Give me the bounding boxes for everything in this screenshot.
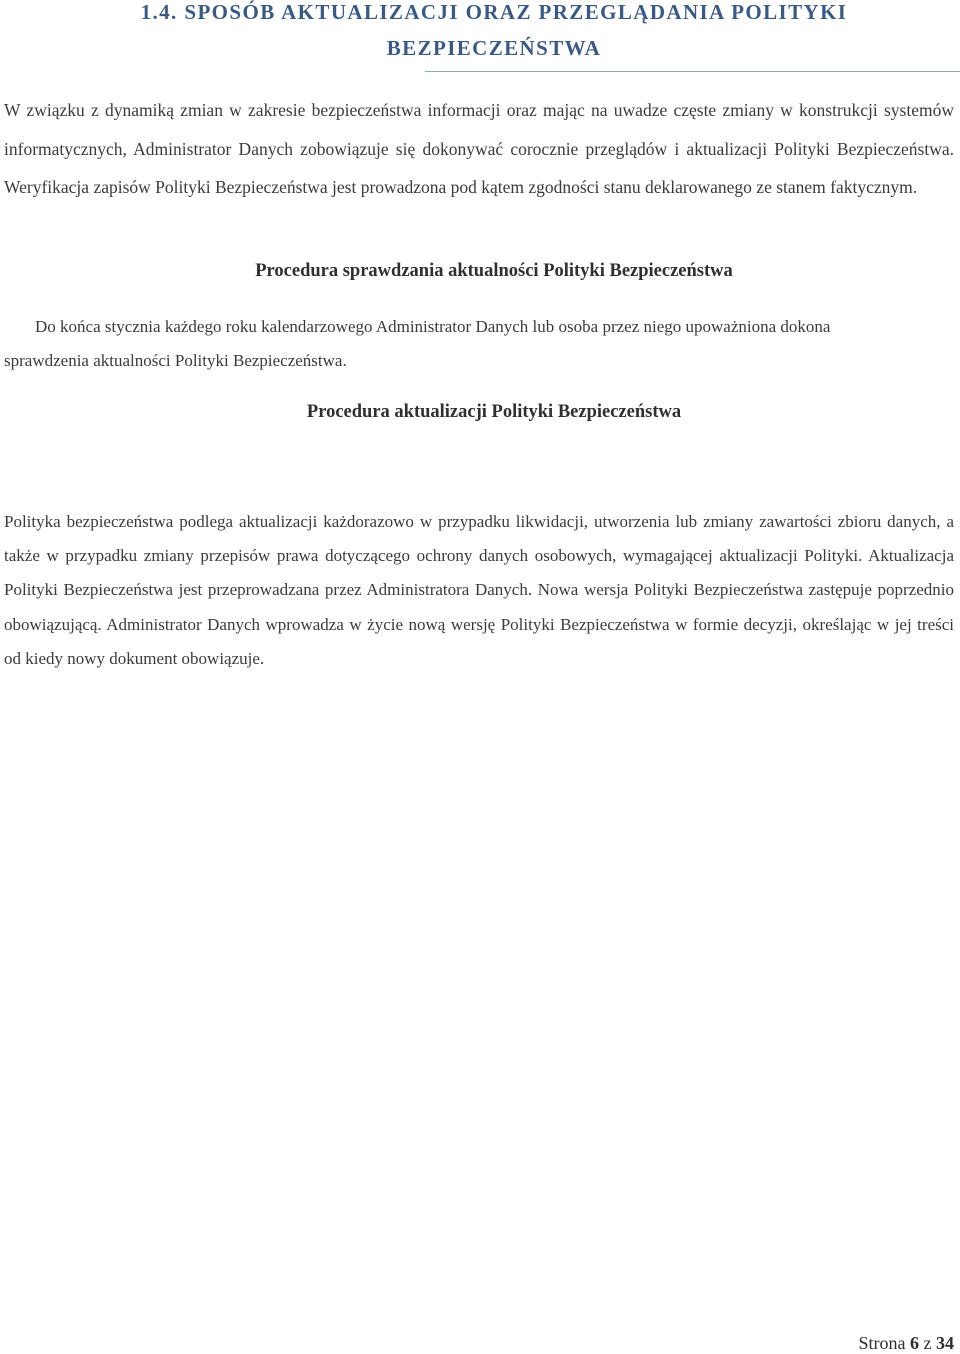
verification-procedure-title: Procedura sprawdzania aktualności Polityki Bezpieczeństwa	[255, 261, 733, 281]
update-procedure-title: Procedura aktualizacji Polityki Bezpieczeństwa	[306, 402, 682, 422]
verification-procedure-body	[4, 310, 945, 378]
section-heading-line-1: 1.4. SPOSÓB AKTUALIZACJI ORAZ PRZEGLĄDANIA POLITYKI	[140, 0, 848, 24]
page-label: Strona	[858, 1333, 906, 1353]
heading-divider	[425, 71, 960, 72]
verification-body-line-2: sprawdzenia aktualności Polityki Bezpieczeństwa.	[4, 351, 347, 370]
page-number-footer	[859, 1334, 955, 1352]
intro-paragraph: W związku z dynamiką zmian w zakresie bezpieczeństwa informacji oraz mając na uwadze częste zmiany w konstrukcji systemów informatycznych, Administrator Danych zobowiązuje się dokonywać corocznie przeglądów i aktualizacji Polityki Bezpieczeństwa. Weryfikacja zapisów Polityki Bezpieczeństwa jest prowadzona pod kątem zgodności stanu deklarowanego ze stanem faktycznym.	[4, 100, 954, 197]
page-of-label: z	[923, 1333, 932, 1353]
current-page-number: 6	[910, 1333, 919, 1353]
verification-body-line-1: Do końca stycznia każdego roku kalendarzowego Administrator Danych lub osoba przez niego upoważniona dokona	[35, 317, 831, 336]
update-procedure-body: Polityka bezpieczeństwa podlega aktualizacji każdorazowo w przypadku likwidacji, utworzenia lub zmiany zawartości zbioru danych, a także w przypadku zmiany przepisów prawa dotyczącego ochrony danych osobowych, wymagającej aktualizacji Polityki. Aktualizacja Polityki Bezpieczeństwa jest przeprowadzana przez Administratora Danych. Nowa wersja Polityki Bezpieczeństwa zastępuje poprzednio obowiązującą. Administrator Danych wprowadza w życie nową wersję Polityki Bezpieczeństwa w formie decyzji, określając w jej treści od kiedy nowy dokument obowiązuje.	[4, 512, 954, 668]
section-heading-line-2: BEZPIECZEŃSTWA	[386, 36, 602, 60]
total-pages-number: 34	[936, 1333, 954, 1353]
